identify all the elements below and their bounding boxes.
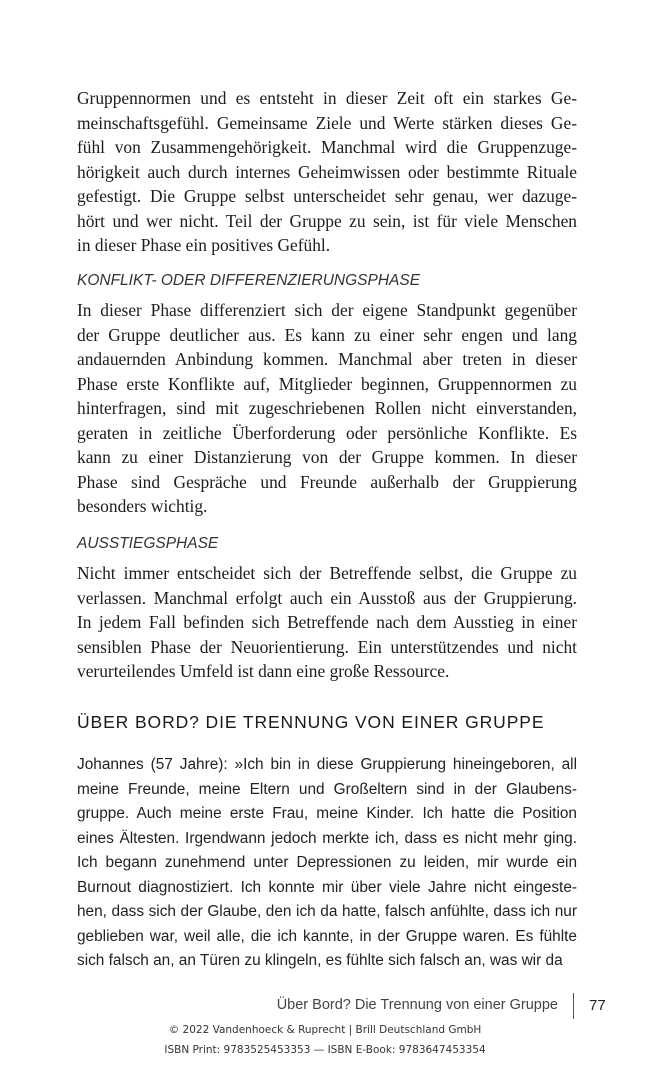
quote-line: gruppe. Auch meine erste Frau, meine Kinder. Ich hatte die Position [77, 805, 577, 822]
section-heading: ÜBER BORD? DIE TRENNUNG VON EINER GRUPPE [77, 712, 545, 732]
text-line: hört und wer nicht. Teil der Gruppe zu sein, ist für viele Menschen [77, 210, 577, 231]
subheading-ausstieg: AUSSTIEGSPHASE [77, 535, 219, 552]
text-line: In jedem Fall befinden sich Betreffende nach dem Ausstieg in einer [77, 612, 577, 632]
quote-line: eines Ältesten. Irgendwann jedoch merkte ich, dass es nicht mehr ging. [77, 829, 577, 847]
text-line: gefestigt. Die Gruppe selbst unterscheidet sehr genau, wer dazuge- [77, 186, 577, 206]
text-line: Phase sind Gespräche und Freunde außerhalb der Gruppierung [77, 471, 577, 492]
running-head: Über Bord? Die Trennung von einer Gruppe [276, 997, 558, 1013]
quote-johannes [77, 753, 577, 974]
quote-line: Ich begann zunehmend unter Depressionen zu leiden, mir wurde ein [77, 854, 577, 871]
footer-divider [573, 993, 574, 1019]
text-line: meinschaftsgefühl. Gemeinsame Ziele und Werte stärken dieses Ge- [77, 112, 577, 133]
text-line: In dieser Phase differenziert sich der eigene Standpunkt gegenüber [77, 300, 577, 320]
text-line: Gruppennormen und es entsteht in dieser Zeit oft ein starkes Ge- [77, 88, 577, 108]
text-line: verlassen. Manchmal erfolgt auch ein Ausstoß aus der Gruppierung. [77, 587, 577, 608]
quote-line: meine Freunde, meine Eltern und Großeltern sind in der Glaubens- [77, 780, 577, 798]
quote-line: sich falsch an, an Türen zu klingeln, es fühlte sich falsch an, was wir da [77, 952, 563, 969]
body-paragraph-3 [77, 561, 577, 684]
text-line: besonders wichtig. [77, 496, 208, 516]
text-line: in dieser Phase ein positives Gefühl. [77, 235, 331, 255]
page-number: 77 [589, 997, 606, 1014]
text-line: hörigkeit auch durch internes Geheimwissen oder bestimmte Rituale [77, 161, 577, 182]
quote-line: Johannes (57 Jahre): »Ich bin in diese Gruppierung hineingeboren, all [77, 756, 577, 773]
text-line: kann zu einer Distanzierung von der Gruppe kommen. In dieser [77, 447, 577, 467]
text-line: verurteilendes Umfeld ist dann eine große Ressource. [77, 661, 450, 681]
text-line: geraten in zeitliche Überforderung oder persönliche Konflikte. Es [77, 422, 577, 443]
text-line: fühl von Zusammengehörigkeit. Manchmal wird die Gruppenzuge- [77, 137, 577, 157]
body-paragraph-2 [77, 298, 577, 519]
quote-line: geblieben war, weil alle, die ich kannte, in der Gruppe waren. Es fühlte [77, 927, 577, 945]
quote-line: hen, dass sich der Glaube, den ich da hatte, falsch anfühlte, dass ich nur [77, 903, 577, 920]
body-paragraph-1 [77, 86, 577, 258]
text-line: Nicht immer entscheidet sich der Betreffende selbst, die Gruppe zu [77, 563, 577, 583]
copyright-notice: © 2022 Vandenhoeck & Ruprecht | Brill Deutschland GmbH [168, 1024, 482, 1036]
text-line: andauernden Anbindung kommen. Manchmal aber treten in dieser [77, 349, 577, 369]
subheading-konflikt: KONFLIKT- ODER DIFFERENZIERUNGSPHASE [77, 272, 421, 289]
isbn-line: ISBN Print: 9783525453353 — ISBN E-Book: 9783647453354 [164, 1044, 486, 1056]
quote-line: Burnout diagnostiziert. Ich konnte mir über viele Jahre nicht eingeste- [77, 878, 577, 896]
text-line: sensiblen Phase der Neuorientierung. Ein unterstützendes und nicht [77, 636, 577, 657]
text-line: der Gruppe deutlicher aus. Es kann zu einer sehr engen und lang [77, 324, 577, 345]
text-line: hinterfragen, sind mit zugeschriebenen Rollen nicht einverstanden, [77, 398, 577, 418]
text-line: Phase erste Konflikte auf, Mitglieder beginnen, Gruppennormen zu [77, 373, 577, 394]
